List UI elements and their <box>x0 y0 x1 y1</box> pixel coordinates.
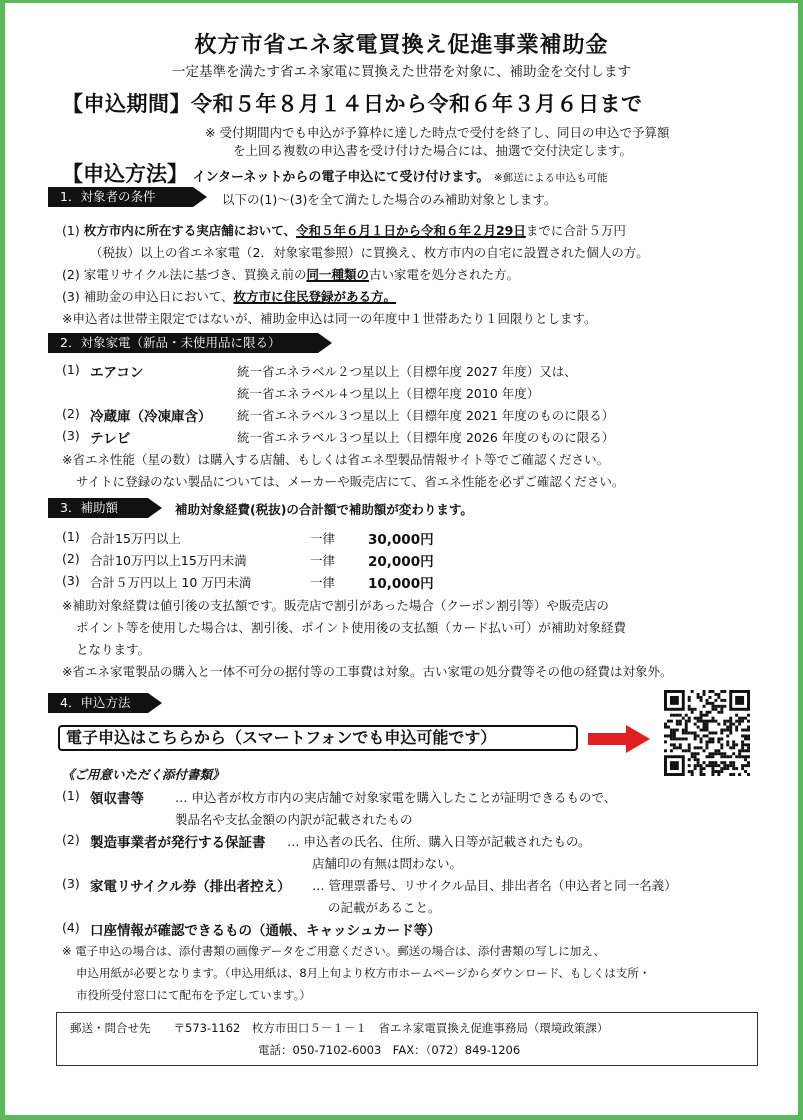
s2-item3-no: (3) <box>62 428 80 443</box>
period-label: 【申込期間】 <box>62 92 191 116</box>
doc2-desc2: 店舗印の有無は問わない。 <box>312 856 463 871</box>
application-period <box>62 88 643 118</box>
method-value: インターネットからの電子申込にて受け付けます。 <box>192 170 490 185</box>
doc3-desc2: の記載があること。 <box>328 900 441 915</box>
doc3-desc1: … 管理票番号、リサイクル品目、排出者名（申込者と同一名義） <box>312 878 677 893</box>
section1-item3 <box>62 287 396 305</box>
section2-note-2: サイトに登録のない製品については、メーカーや販売店にて、省エネ性能を必ずご確認ください。 <box>76 474 625 489</box>
section4-heading: 4．申込方法 <box>48 693 148 713</box>
item-number: (2) <box>62 267 80 282</box>
item-number: (3) <box>62 289 80 304</box>
section1-intro: 以下の(1)～(3)を全て満たした場合のみ補助対象とします。 <box>222 192 557 207</box>
doc2-no: (2) <box>62 832 80 847</box>
item1-dates: 令和５年６月１日から令和６年２月29日 <box>295 223 526 238</box>
section1-note: ※申込者は世帯主限定ではないが、補助金申込は同一の年度中１世帯あたり１回限りとします。 <box>62 311 597 326</box>
s3-row2-flat: 一律 <box>310 553 336 568</box>
period-note-1: ※ 受付期間内でも申込が予算枠に達した時点で受付を終了し、同日の申込で予算額 <box>205 125 670 140</box>
s2-item1-spec2: 統一省エネラベル４つ星以上（目標年度 2010 年度） <box>237 386 540 401</box>
section2-note-1: ※省エネ性能（星の数）は購入する店舗、もしくは省エネ型製品情報サイト等でご確認ください。 <box>62 452 610 467</box>
doc2-name: 製造事業者が発行する保証書 <box>90 835 266 851</box>
qr-code-icon[interactable] <box>664 690 750 776</box>
doc3-no: (3) <box>62 876 80 891</box>
s3-row1-range: 合計15万円以上 <box>90 531 181 546</box>
s3-row2-no: (2) <box>62 551 80 566</box>
item2-rest: 古い家電を処分された方。 <box>368 267 519 282</box>
section3-lead: 補助対象経費(税抜)の合計額で補助額が変わります。 <box>175 502 473 517</box>
doc1-desc1: … 申込者が枚方市内の実店舗で対象家電を購入したことが証明できるもので、 <box>175 790 617 805</box>
page-subtitle: 一定基準を満たす省エネ家電に買換えた世帯を対象に、補助金を交付します <box>172 64 631 80</box>
section3-heading: 3．補助額 <box>48 498 148 518</box>
s3-row3-flat: 一律 <box>310 575 336 590</box>
red-right-arrow-icon <box>588 725 650 753</box>
s3-row3-amount: 10,000円 <box>368 576 434 592</box>
application-method <box>62 158 608 188</box>
section1-item1-cont: （税抜）以上の省エネ家電（2．対象家電参照）に買換え、枚方市内の自宅に設置された個人の方。 <box>90 245 649 260</box>
s2-item1-no: (1) <box>62 362 80 377</box>
section4-note-1: ※ 電子申込の場合は、添付書類の画像データをご用意ください。郵送の場合は、添付書類の写しに加え、 <box>62 944 605 958</box>
item2-emph: 同一種類の <box>306 267 369 282</box>
page-title: 枚方市省エネ家電買換え促進事業補助金 <box>194 33 609 58</box>
s2-item1-spec: 統一省エネラベル２つ星以上（目標年度 2027 年度）又は、 <box>237 364 577 379</box>
docs-heading: 《ご用意いただく添付書類》 <box>62 767 225 782</box>
doc4-no: (4) <box>62 920 80 935</box>
doc2-desc1: … 申込者の氏名、住所、購入日等が記載されたもの。 <box>287 834 591 849</box>
section3-note-3: となります。 <box>76 642 151 657</box>
item1-amount: までに合計５万円 <box>525 223 626 238</box>
section3-note-2: ポイント等を使用した場合は、割引後、ポイント使用後の支払額（カード払い可）が補助対象経費 <box>76 620 627 635</box>
contact-line-1: 郵送・問合せ先 〒573-1162 枚方市田口５－１－１ 省エネ家電買換え促進事務局（環境政策課） <box>70 1021 609 1035</box>
s2-item3-spec: 統一省エネラベル３つ星以上（目標年度 2026 年度のものに限る） <box>237 430 615 445</box>
section3-note-4: ※省エネ家電製品の購入と一体不可分の据付等の工事費は対象。古い家電の処分費等その他の経費は対象外。 <box>62 664 673 679</box>
doc1-desc2: 製品名や支払金額の内訳が記載されたもの <box>175 812 413 827</box>
s2-item1-name: エアコン <box>90 365 144 381</box>
item3-text: 補助金の申込日において、 <box>83 289 234 304</box>
s2-item3-name: テレビ <box>90 431 131 447</box>
electronic-apply-link[interactable]: 電子申込はこちらから（スマートフォンでも申込可能です） <box>58 725 578 751</box>
s3-row1-no: (1) <box>62 529 80 544</box>
item1-store: 枚方市内に所在する実店舗において、 <box>83 223 296 238</box>
section1-item1 <box>62 221 626 239</box>
s3-row2-range: 合計10万円以上15万円未満 <box>90 553 247 568</box>
s2-item2-no: (2) <box>62 406 80 421</box>
section4-note-3: 市役所受付窓口にて配布を予定しています。） <box>76 988 311 1002</box>
section4-note-2: 申込用紙が必要となります。（申込用紙は、8月上旬より枚方市ホームページからダウンロード、もしくは支所・ <box>76 966 651 980</box>
contact-line-2: 電話：050-7102-6003 FAX：（072）849-1206 <box>258 1043 521 1057</box>
item2-text: 家電リサイクル法に基づき、買換え前の <box>83 267 307 282</box>
section1-heading: 1．対象者の条件 <box>48 187 193 207</box>
section1-item2 <box>62 265 519 283</box>
section3-note-1: ※補助対象経費は値引後の支払額です。販売店で割引があった場合（クーポン割引等）や販売店の <box>62 598 609 613</box>
item-number: (1) <box>62 223 80 238</box>
period-value: 令和５年８月１４日から令和６年３月６日まで <box>191 92 643 116</box>
s3-row3-no: (3) <box>62 573 80 588</box>
s3-row3-range: 合計５万円以上 10 万円未満 <box>90 575 252 590</box>
s3-row1-flat: 一律 <box>310 531 336 546</box>
doc3-name: 家電リサイクル券（排出者控え） <box>90 879 291 895</box>
doc1-no: (1) <box>62 788 80 803</box>
s2-item2-spec: 統一省エネラベル３つ星以上（目標年度 2021 年度のものに限る） <box>237 408 615 423</box>
doc1-name: 領収書等 <box>90 791 144 807</box>
s3-row2-amount: 20,000円 <box>368 554 434 570</box>
s3-row1-amount: 30,000円 <box>368 532 434 548</box>
method-label: 【申込方法】 <box>62 162 188 186</box>
period-note-2: を上回る複数の申込書を受け付けた場合には、抽選で交付決定します。 <box>233 143 633 158</box>
doc4-name: 口座情報が確認できるもの（通帳、キャッシュカード等） <box>90 923 441 939</box>
item3-emph: 枚方市に住民登録がある方。 <box>233 289 396 304</box>
section2-heading: 2．対象家電（新品・未使用品に限る） <box>48 333 318 353</box>
s2-item2-name: 冷蔵庫（冷凍庫含） <box>90 409 212 425</box>
method-note: ※郵送による申込も可能 <box>493 172 608 184</box>
